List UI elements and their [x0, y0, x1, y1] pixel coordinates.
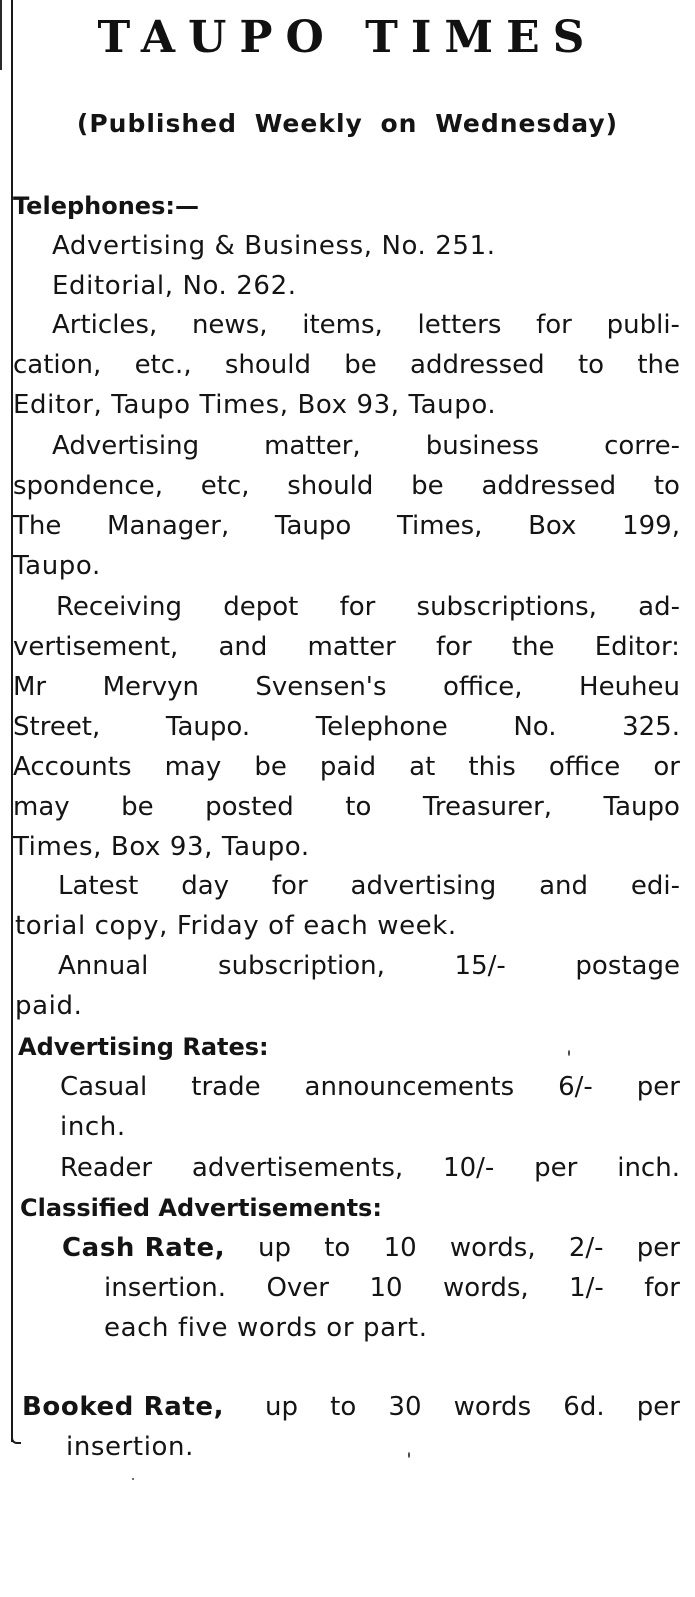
word: 2/- [568, 1233, 604, 1263]
depot-line-5 [13, 747, 680, 787]
word: 325. [622, 712, 680, 742]
word: Heuheu [579, 672, 680, 702]
word: vertisement, [13, 632, 179, 662]
word: edi- [630, 871, 680, 901]
word: Times, [396, 511, 483, 541]
word: be [254, 752, 287, 782]
latest-day-line-1 [58, 866, 680, 906]
word: the [511, 632, 555, 662]
advertising-matter-line-3 [13, 506, 680, 546]
word: 10/- [443, 1153, 495, 1183]
print-speck [408, 1452, 410, 1458]
word: subscription, [218, 951, 385, 981]
word: announcements [304, 1072, 515, 1102]
word: advertising [350, 871, 497, 901]
word: the [637, 350, 680, 380]
word: addressed [481, 471, 617, 501]
print-speck [568, 1050, 570, 1056]
print-speck [132, 1478, 134, 1480]
latest-day-line-2: torial copy, Friday of each week. [15, 911, 457, 941]
word: 10 [383, 1233, 417, 1263]
articles-line-2 [13, 345, 680, 385]
word: Annual [58, 951, 149, 981]
word: paid [319, 752, 377, 782]
word: posted [205, 792, 294, 822]
word: words, [449, 1233, 536, 1263]
word: up [265, 1392, 298, 1422]
word: subscriptions, [416, 592, 597, 622]
word: to [345, 792, 372, 822]
telephone-editorial: Editorial, No. 262. [52, 271, 297, 301]
depot-line-1 [56, 587, 680, 627]
word: Casual [60, 1072, 148, 1102]
word: trade [191, 1072, 261, 1102]
masthead-title: TAUPO TIMES [97, 12, 598, 63]
word: for [536, 310, 572, 340]
word: etc, [200, 471, 250, 501]
word: for [644, 1273, 680, 1303]
word: to [653, 471, 680, 501]
word: Mr [13, 672, 47, 702]
word: words, [442, 1273, 529, 1303]
word: news, [191, 310, 268, 340]
word: ad- [638, 592, 680, 622]
word: should [287, 471, 374, 501]
booked-rate-label: Booked Rate, [22, 1392, 225, 1422]
word: corre- [604, 431, 680, 461]
word: cation, [13, 350, 102, 380]
word: and [539, 871, 588, 901]
word: matter, [264, 431, 361, 461]
word: advertisements, [191, 1153, 404, 1183]
reader-advertisements [60, 1148, 680, 1188]
word: to [330, 1392, 357, 1422]
depot-line-7: Times, Box 93, Taupo. [13, 832, 310, 862]
telephone-advertising: Advertising & Business, No. 251. [52, 231, 496, 261]
word: words [453, 1392, 532, 1422]
column-rule-hook [11, 1438, 21, 1444]
word: 1/- [569, 1273, 604, 1303]
word: Street, [13, 712, 101, 742]
word: addressed [410, 350, 545, 380]
word: Over [266, 1273, 329, 1303]
casual-trade-line-2: inch. [60, 1112, 126, 1142]
word: be [411, 471, 444, 501]
word: Taupo. [165, 712, 251, 742]
word: for [271, 871, 308, 901]
telephones-heading: Telephones:— [13, 192, 199, 220]
word: for [339, 592, 376, 622]
word: at [409, 752, 436, 782]
word: per [534, 1153, 578, 1183]
word: 199, [622, 511, 680, 541]
word: No. [513, 712, 557, 742]
cash-rate-line-3: each five words or part. [104, 1313, 428, 1343]
advertising-matter-line-2 [13, 466, 680, 506]
word: items, [302, 310, 383, 340]
word: Taupo [603, 792, 680, 822]
word: Box [528, 511, 577, 541]
annual-subscription-line-2: paid. [15, 991, 83, 1021]
cash-rate-line-1 [258, 1228, 680, 1268]
word: depot [223, 592, 299, 622]
word: up [258, 1233, 291, 1263]
word: publi- [606, 310, 680, 340]
annual-subscription-line-1 [58, 946, 680, 986]
word: and [218, 632, 268, 662]
word: or [653, 752, 680, 782]
word: etc., [134, 350, 192, 380]
word: office, [442, 672, 523, 702]
word: per [636, 1233, 680, 1263]
cash-rate-line-2 [104, 1268, 680, 1308]
word: per [636, 1392, 680, 1422]
word: The [13, 511, 62, 541]
depot-line-6 [13, 787, 680, 827]
word: Advertising [52, 431, 200, 461]
word: Latest [58, 871, 139, 901]
word: Telephone [315, 712, 448, 742]
advertising-matter-line-4: Taupo. [13, 551, 101, 581]
word: matter [307, 632, 396, 662]
word: for [435, 632, 472, 662]
depot-line-4 [13, 707, 680, 747]
word: 6/- [558, 1072, 593, 1102]
cash-rate-label: Cash Rate, [62, 1233, 226, 1263]
word: Svensen's [255, 672, 387, 702]
depot-line-2 [13, 627, 680, 667]
word: 6d. [563, 1392, 605, 1422]
word: to [324, 1233, 351, 1263]
word: inch. [617, 1153, 680, 1183]
word: be [121, 792, 154, 822]
word: 30 [388, 1392, 422, 1422]
word: to [577, 350, 605, 380]
word: office [548, 752, 621, 782]
word: letters [417, 310, 502, 340]
word: per [636, 1072, 680, 1102]
word: Reader [60, 1153, 153, 1183]
word: Treasurer, [422, 792, 553, 822]
word: day [181, 871, 230, 901]
casual-trade-line-1 [60, 1067, 680, 1107]
articles-line-3: Editor, Taupo Times, Box 93, Taupo. [13, 390, 497, 420]
word: may [164, 752, 222, 782]
word: 10 [369, 1273, 403, 1303]
advertising-rates-heading: Advertising Rates: [18, 1033, 269, 1061]
depot-line-3 [13, 667, 680, 707]
advertising-matter-line-1 [52, 426, 680, 466]
articles-line-1 [52, 305, 680, 345]
word: Mervyn [102, 672, 199, 702]
word: 15/- [454, 951, 506, 981]
booked-rate-line-1 [265, 1387, 680, 1427]
word: postage [575, 951, 680, 981]
word: may [13, 792, 70, 822]
word: Receiving [56, 592, 183, 622]
word: Articles, [52, 310, 158, 340]
word: should [224, 350, 311, 380]
word: spondence, [13, 471, 163, 501]
word: Taupo [274, 511, 352, 541]
word: Editor: [594, 632, 680, 662]
word: Accounts [13, 752, 132, 782]
booked-rate-line-2: insertion. [66, 1432, 195, 1462]
word: insertion. [104, 1273, 227, 1303]
classified-heading: Classified Advertisements: [20, 1194, 382, 1222]
word: business [425, 431, 540, 461]
word: be [344, 350, 377, 380]
word: this [468, 752, 516, 782]
word: Manager, [107, 511, 230, 541]
masthead-subtitle: (Published Weekly on Wednesday) [76, 109, 619, 138]
